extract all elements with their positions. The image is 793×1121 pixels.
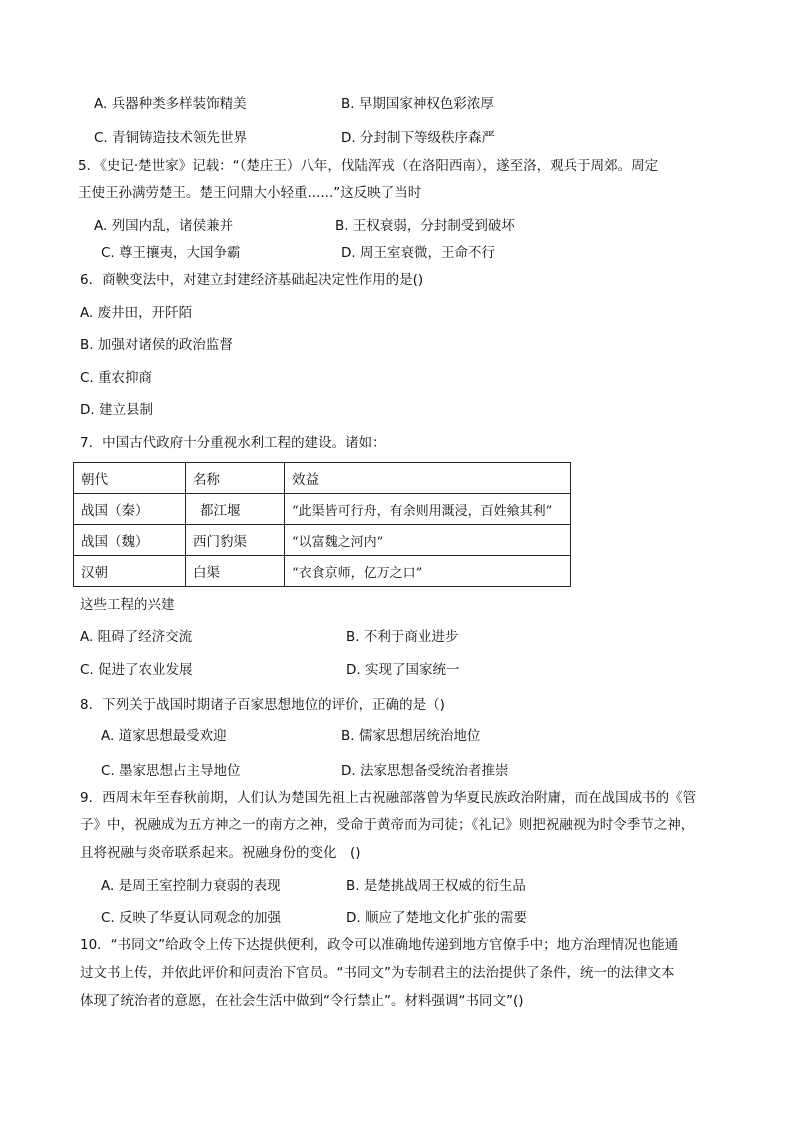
q8-stem: 8．下列关于战国时期诸子百家思想地位的评价，正确的是（)	[80, 697, 445, 713]
table-cell: “此渠皆可行舟，有余则用溉浸，百姓飨其利”	[285, 494, 571, 525]
q8-option-b: B. 儒家思想居统治地位	[341, 728, 481, 744]
q6-option-a: A. 废井田，开阡陌	[80, 305, 193, 321]
table-header-dynasty: 朝代	[74, 463, 186, 494]
table-cell: 战国（秦）	[74, 494, 186, 525]
q5-option-a: A. 列国内乱，诸侯兼并	[94, 218, 234, 234]
q7-option-b: B. 不利于商业进步	[346, 629, 459, 645]
table-cell: 战国（魏）	[74, 525, 186, 556]
table-cell: 白渠	[186, 556, 285, 587]
q7-option-d: D. 实现了国家统一	[346, 662, 460, 678]
q9-option-d: D. 顺应了楚地文化扩张的需要	[346, 910, 527, 926]
q8-option-a: A. 道家思想最受欢迎	[101, 728, 227, 744]
q5-stem-line1: 5．《史记·楚世家》记载：“（楚庄王）八年，伐陆浑戎（在洛阳西南），遂至洛，观兵于周郊。周定	[78, 158, 659, 174]
table-cell: “衣食京师，亿万之口”	[285, 556, 571, 587]
q4-option-c: C. 青铜铸造技术领先世界	[94, 130, 248, 146]
q9-option-b: B. 是楚挑战周王权威的衍生品	[346, 878, 526, 894]
water-projects-table	[73, 462, 571, 587]
q10-stem-line3: 体现了统治者的意愿，在社会生活中做到“令行禁止”。材料强调“书同文”()	[80, 993, 524, 1009]
q9-option-c: C. 反映了华夏认同观念的加强	[101, 910, 282, 926]
table-cell: 汉朝	[74, 556, 186, 587]
q9-stem-line1: 9．西周末年至春秋前期，人们认为楚国先祖上古祝融部落曾为华夏民族政治附庸，而在战国成书的《管	[80, 790, 697, 806]
q10-stem-line1: 10．“书同文”给政令上传下达提供便利，政令可以准确地传递到地方官僚手中；地方治理情况也能通	[80, 937, 679, 953]
q7-option-c: C. 促进了农业发展	[80, 662, 193, 678]
table-cell: 都江堰	[186, 494, 285, 525]
table-header-benefit: 效益	[285, 463, 571, 494]
q4-option-d: D. 分封制下等级秩序森严	[341, 130, 495, 146]
q9-option-a: A. 是周王室控制力衰弱的表现	[101, 878, 281, 894]
q8-option-c: C. 墨家思想占主导地位	[101, 763, 241, 779]
q7-after-table: 这些工程的兴建	[80, 597, 175, 613]
q8-option-d: D. 法家思想备受统治者推崇	[341, 763, 509, 779]
q5-option-b: B. 王权衰弱，分封制受到破坏	[335, 218, 515, 234]
table-header-name: 名称	[186, 463, 285, 494]
table-row	[74, 525, 571, 556]
q6-option-c: C. 重农抑商	[80, 370, 153, 386]
table-cell: “以富魏之河内”	[285, 525, 571, 556]
q7-option-a: A. 阻碍了经济交流	[80, 629, 193, 645]
table-cell: 西门豹渠	[186, 525, 285, 556]
table-row	[74, 556, 571, 587]
q5-stem-line2: 王使王孙满劳楚王。楚王问鼎大小轻重......”这反映了当时	[78, 185, 422, 201]
q9-stem-line3: 且将祝融与炎帝联系起来。祝融身份的变化 ()	[80, 845, 361, 861]
q6-option-d: D. 建立县制	[80, 402, 153, 418]
table-row	[74, 494, 571, 525]
q7-stem: 7．中国古代政府十分重视水利工程的建设。诸如：	[80, 435, 386, 451]
q5-option-c: C. 尊王攘夷，大国争霸	[101, 245, 241, 261]
q10-stem-line2: 过文书上传，并依此评价和问责治下官员。“书同文”为专制君主的法治提供了条件，统一的法律文本	[80, 965, 675, 981]
q9-stem-line2: 子》中，祝融成为五方神之一的南方之神，受命于黄帝而为司徒；《礼记》则把祝融视为时令季节之神，	[80, 817, 695, 833]
q6-option-b: B. 加强对诸侯的政治监督	[80, 337, 233, 353]
q5-option-d: D. 周王室衰微，王命不行	[341, 245, 495, 261]
q6-stem: 6．商鞅变法中，对建立封建经济基础起决定性作用的是()	[80, 272, 424, 288]
q4-option-a: A. 兵器种类多样装饰精美	[94, 96, 247, 112]
q4-option-b: B. 早期国家神权色彩浓厚	[341, 96, 494, 112]
table-header-row	[74, 463, 571, 494]
